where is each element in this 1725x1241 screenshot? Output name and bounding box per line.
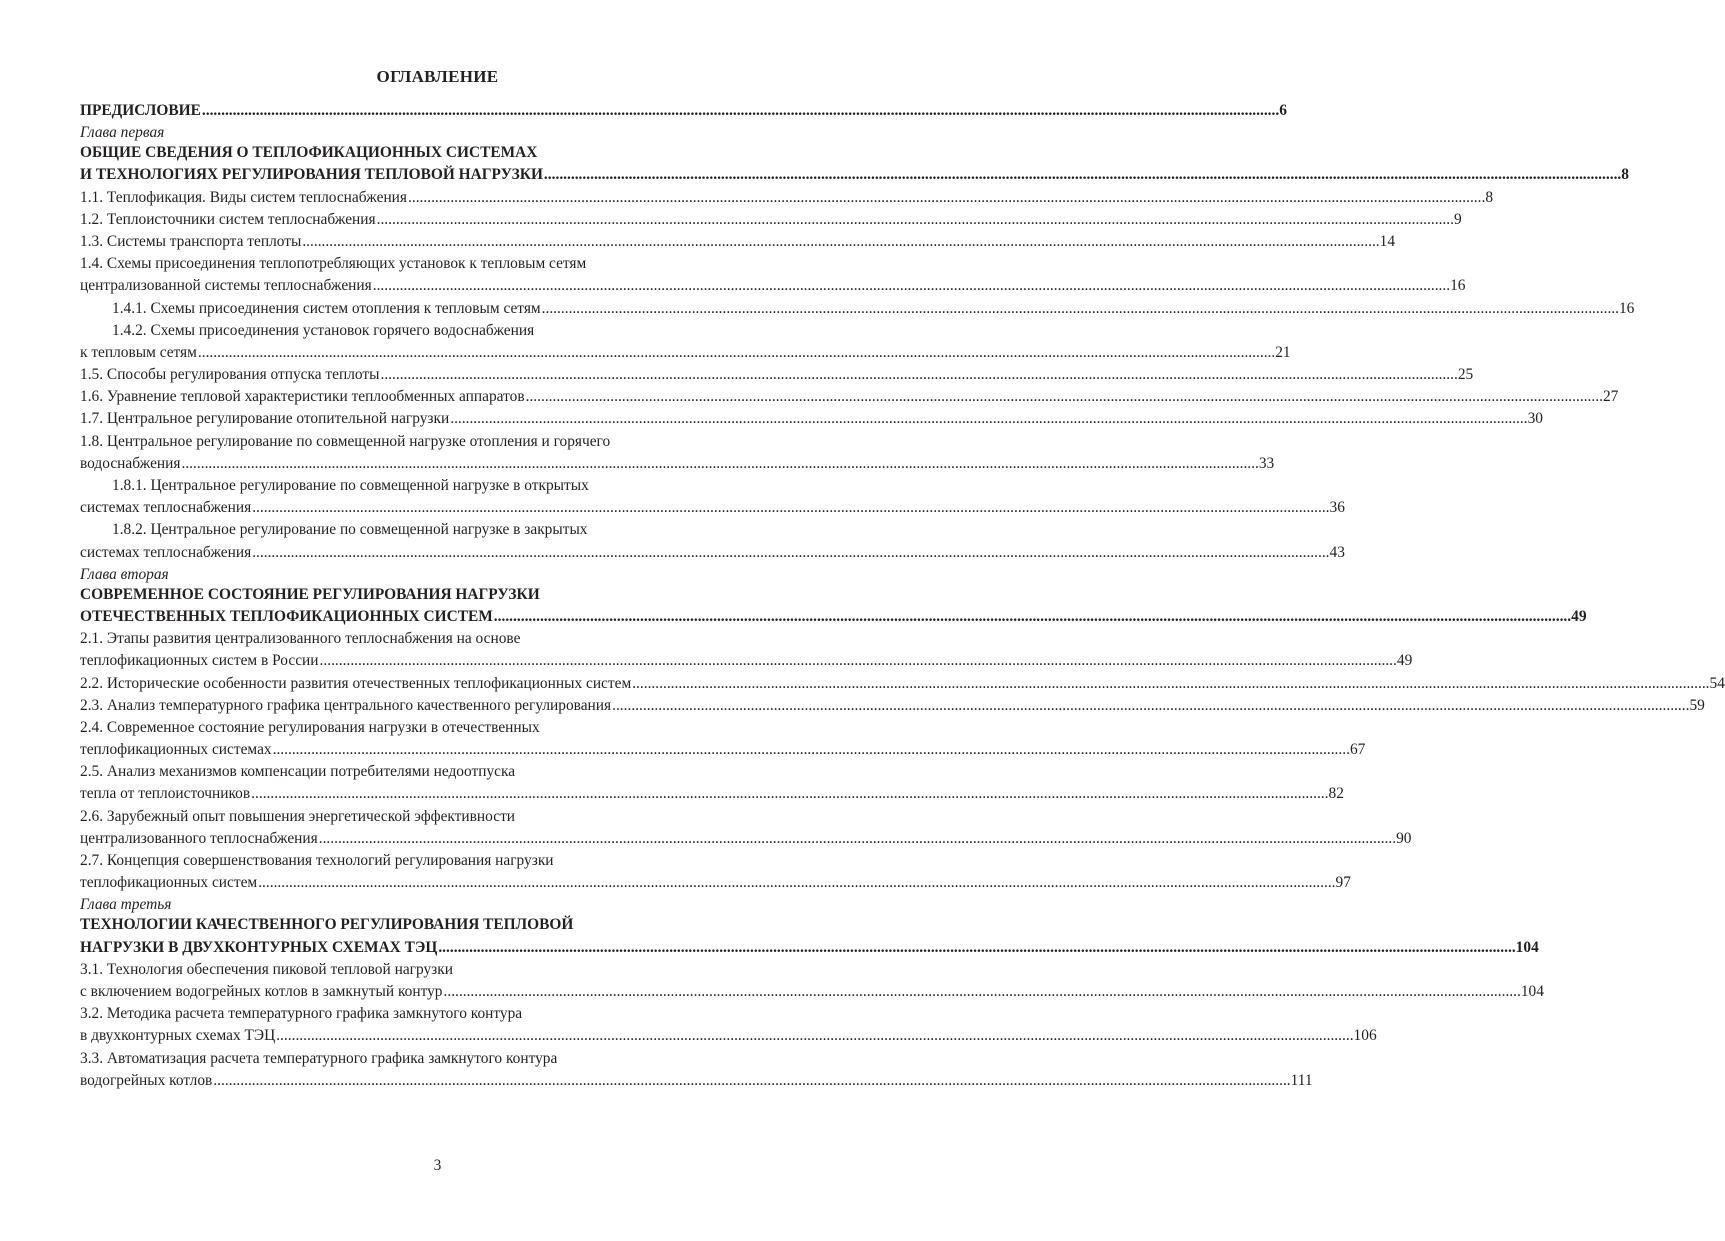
toc-entry-title: централизованного теплоснабжения (80, 829, 318, 847)
page-ref: 82 (1328, 785, 1344, 803)
dot-leader (319, 650, 1397, 672)
page-ref: 25 (1457, 366, 1474, 384)
dot-leader (275, 1025, 1353, 1047)
toc-entry-title: централизованной системы теплоснабжения (80, 277, 372, 295)
toc-entry-text: 2.7. Концепция совершенствования технологий регулирования нагрузки (80, 852, 554, 869)
page-ref: 106 (1353, 1027, 1377, 1045)
toc-entry[interactable] (80, 1070, 1313, 1092)
toc-entry[interactable] (80, 364, 1474, 386)
dot-leader (437, 937, 1515, 959)
toc-entry-title: 1.3. Системы транспорта теплоты (80, 232, 302, 250)
page-ref: 8 (1621, 166, 1629, 184)
toc-entry[interactable] (80, 453, 1275, 475)
toc-entry-text: 1.4.2. Схемы присоединения установок горячего водоснабжения (112, 321, 535, 339)
toc-entry[interactable] (80, 497, 1345, 519)
toc-entry-text: 3.2. Методика расчета температурного графика замкнутого контура (80, 1005, 523, 1023)
dot-leader (631, 673, 1709, 695)
toc-entry-title: НАГРУЗКИ В ДВУХКОНТУРНЫХ СХЕМАХ ТЭЦ (80, 938, 438, 956)
page-ref: 90 (1396, 829, 1412, 847)
page-ref: 97 (1335, 874, 1351, 892)
toc-entry[interactable] (80, 872, 1351, 894)
toc-entry-text: 2.6. Зарубежный опыт повышения энергетической эффективности (80, 807, 516, 825)
page-ref: 27 (1602, 388, 1619, 406)
page-ref: 30 (1527, 410, 1543, 428)
dot-leader (212, 1070, 1290, 1092)
toc-entry-title: теплофикационных систем в России (80, 652, 319, 670)
toc-entry[interactable] (80, 1025, 1377, 1047)
toc-entry-chapter-2[interactable] (80, 606, 1587, 628)
toc-entry-title: И ТЕХНОЛОГИЯХ РЕГУЛИРОВАНИЯ ТЕПЛОВОЙ НАГРУЗКИ (80, 166, 543, 184)
toc-entry[interactable] (80, 231, 1396, 253)
toc-entry[interactable] (80, 981, 1544, 1003)
toc-entry-text: 1.8. Центральное регулирование по совмещенной нагрузке отопления и горячего (80, 432, 611, 450)
toc-entry-title: 2.3. Анализ температурного графика центрального качественного регулирования (80, 696, 612, 714)
toc-entry-title: теплофикационных системах (80, 741, 272, 759)
dot-leader (611, 695, 1689, 717)
dot-leader (251, 497, 1329, 519)
dot-leader (251, 542, 1329, 564)
page-ref: 54 (1709, 674, 1725, 692)
page-ref: 14 (1379, 232, 1396, 250)
toc-entry-text: 1.8.2. Центральное регулирование по совмещенной нагрузке в закрытых (112, 521, 588, 539)
toc-entry-text: 1.4. Схемы присоединения теплопотребляющих установок к тепловым сетям (80, 255, 587, 273)
dot-leader (541, 298, 1619, 320)
dot-leader (543, 164, 1621, 186)
toc-entry-title: 1.1. Теплофикация. Виды систем теплоснабжения (80, 188, 407, 206)
toc-entry-title: ОТЕЧЕСТВЕННЫХ ТЕПЛОФИКАЦИОННЫХ СИСТЕМ (80, 607, 493, 625)
chapter-title: ОБЩИЕ СВЕДЕНИЯ О ТЕПЛОФИКАЦИОННЫХ СИСТЕМАХ (80, 144, 538, 162)
toc-entry-title: 1.4.1. Схемы присоединения систем отопления к тепловым сетям (112, 299, 541, 317)
dot-leader (379, 364, 1457, 386)
toc-entry-text: 2.4. Современное состояние регулирования нагрузки в отечественных (80, 718, 540, 736)
page-ref: 16 (1618, 299, 1635, 317)
toc-entry-title: водоснабжения (80, 454, 181, 472)
toc-entry-text: 2.5. Анализ механизмов компенсации потребителями недоотпуска (80, 763, 516, 781)
toc-entry-text: 3.3. Автоматизация расчета температурного графика замкнутого контура (80, 1049, 558, 1067)
toc-entry-title: ПРЕДИСЛОВИЕ (80, 102, 201, 119)
dot-leader (197, 342, 1275, 364)
chapter-label: Глава вторая (80, 565, 169, 583)
toc-entry-title: к тепловым сетям (80, 343, 197, 361)
toc-entry-text: 2.1. Этапы развития централизованного теплоснабжения на основе (80, 630, 521, 648)
page-ref: 33 (1258, 454, 1275, 472)
toc-entry-chapter-1[interactable] (80, 164, 1629, 186)
toc-entry-preface[interactable] (80, 100, 1287, 122)
toc-entry-title: в двухконтурных схемах ТЭЦ (80, 1027, 276, 1045)
toc-entry[interactable] (80, 695, 1705, 717)
toc-entry-title: тепла от теплоисточников (80, 785, 251, 803)
toc-entry-title: теплофикационных систем (80, 874, 258, 892)
toc-entry[interactable] (80, 783, 1344, 805)
toc-entry[interactable] (80, 673, 1725, 695)
page-ref: 9 (1453, 210, 1462, 228)
page-ref: 49 (1396, 652, 1413, 670)
dot-leader (443, 981, 1521, 1003)
page-ref: 43 (1329, 543, 1345, 561)
toc-entry[interactable] (80, 342, 1291, 364)
toc-entry[interactable] (80, 209, 1462, 231)
page-ref: 104 (1515, 938, 1539, 956)
dot-leader (372, 275, 1450, 297)
dot-leader (318, 828, 1396, 850)
page-ref: 21 (1275, 343, 1291, 361)
page-number: 3 (433, 1157, 442, 1174)
dot-leader (180, 453, 1258, 475)
dot-leader (201, 100, 1279, 122)
table-of-contents (80, 100, 1725, 1092)
toc-entry-chapter-3[interactable] (80, 937, 1539, 959)
dot-leader (250, 783, 1328, 805)
dot-leader (272, 739, 1350, 761)
chapter-label: Глава первая (80, 124, 165, 142)
toc-entry-title: системах теплоснабжения (80, 499, 252, 517)
dot-leader (493, 606, 1571, 628)
toc-entry-text: 1.8.1. Центральное регулирование по совмещенной нагрузке в открытых (112, 477, 589, 494)
dot-leader (376, 209, 1454, 231)
toc-entry[interactable] (80, 275, 1466, 297)
dot-leader (449, 408, 1527, 430)
chapter-title: СОВРЕМЕННОЕ СОСТОЯНИЕ РЕГУЛИРОВАНИЯ НАГРУЗКИ (80, 585, 540, 603)
toc-entry-title: 1.2. Теплоисточники систем теплоснабжения (80, 210, 376, 228)
page-ref: 16 (1450, 277, 1466, 295)
page-ref: 111 (1290, 1071, 1313, 1089)
page-ref: 8 (1485, 188, 1494, 206)
toc-entry-title: системах теплоснабжения (80, 543, 252, 561)
chapter-title: ТЕХНОЛОГИИ КАЧЕСТВЕННОГО РЕГУЛИРОВАНИЯ ТЕПЛОВОЙ (80, 916, 574, 934)
dot-leader (301, 231, 1379, 253)
page-ref: 36 (1329, 499, 1345, 517)
toc-entry-title: 1.5. Способы регулирования отпуска теплоты (80, 366, 380, 384)
toc-entry[interactable] (80, 187, 1494, 209)
dot-leader (257, 872, 1335, 894)
toc-entry[interactable] (80, 542, 1345, 564)
page-ref: 104 (1520, 982, 1544, 1000)
page-ref: 59 (1689, 696, 1705, 714)
dot-leader (525, 386, 1603, 408)
toc-entry[interactable] (80, 408, 1543, 430)
toc-entry[interactable] (80, 298, 1635, 320)
toc-entry-title: 1.7. Центральное регулирование отопительной нагрузки (80, 410, 450, 428)
page-ref: 49 (1571, 607, 1587, 625)
toc-entry-title: 2.2. Исторические особенности развития отечественных теплофикационных систем (80, 674, 632, 692)
toc-entry[interactable] (80, 386, 1619, 408)
page-ref: 67 (1349, 741, 1366, 759)
toc-entry-title: водогрейных котлов (80, 1071, 213, 1089)
page-ref: 6 (1279, 102, 1287, 119)
toc-entry[interactable] (80, 828, 1412, 850)
toc-entry[interactable] (80, 650, 1413, 672)
toc-entry[interactable] (80, 739, 1366, 761)
toc-heading: ОГЛАВЛЕНИЕ (376, 67, 499, 86)
chapter-label: Глава третья (80, 896, 172, 914)
toc-entry-title: 1.6. Уравнение тепловой характеристики теплообменных аппаратов (80, 388, 525, 406)
toc-entry-text: 3.1. Технология обеспечения пиковой тепловой нагрузки (80, 960, 453, 978)
toc-entry-title: с включением водогрейных котлов в замкнутый контур (80, 982, 443, 1000)
dot-leader (407, 187, 1485, 209)
